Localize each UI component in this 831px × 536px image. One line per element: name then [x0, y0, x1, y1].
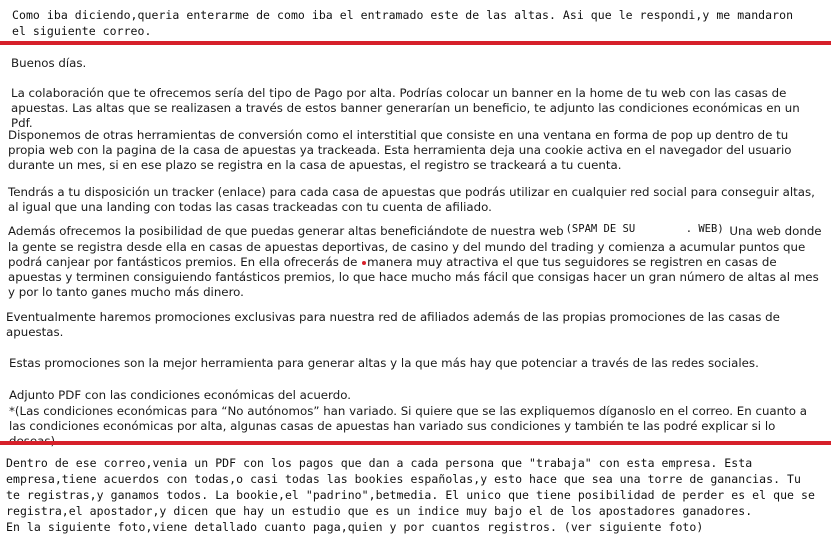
top-red-divider — [0, 41, 831, 45]
email-paragraph-tools: Disponemos de otras herramientas de conversión como el interstitial que consiste en una ventana en forma de pop up dentro de tu propia web con la pagina de la casa de apuestas ya trackeada. Esta herramienta deja una cookie activa en el navegador del usuario durante un mes, si en ese plazo se registra en la casa de apuestas, el registro se trackeará a tu cuenta. — [8, 128, 792, 172]
web-text-part3: manera muy atractiva el que tus seguidores se registren en casas de apuestas y terminen consiguiendo fantásticos premios, lo que hace mucho más fácil que consigas hacer un gran número de altas al mes y por lo tanto ganes mucho más dinero. — [8, 255, 819, 299]
email-paragraph-web — [8, 224, 823, 300]
web-text-part2: Una web donde la gente se registra desde ella en casas de apuestas deportivas, de casino y del mundo del trading y comienza a acumular puntos que podrá canjear por fantásticos premios. En ella ofrecerás de — [8, 224, 822, 269]
closing-text: Dentro de ese correo,venia un PDF con los pagos que dan a cada persona que "trabaja" con esta empresa. Esta empresa,tiene acuerdos con todas,o casi todas las bookies españolas,y esto hace que sea una torre de ganancias. Tu te registras,y ganamos todos. La bookie,el "padrino",betmedia. El unico que tiene posibilidad de perder es el que se registra,el apostador,y dicen que hay un estudio que es un indice muy bajo el de los apostadores ganadores. En la siguiente foto,viene detallado cuanto paga,quien y por cuantos registros. (ver siguiente foto) — [6, 456, 815, 534]
intro-text: Como iba diciendo,queria enterarme de como iba el entramado este de las altas. Asi que le respondi,y me mandaron el siguiente correo. — [12, 8, 794, 38]
email-paragraph-promotions: Eventualmente haremos promociones exclusivas para nuestra red de afiliados además de las propias promociones de las casas de apuestas. — [6, 310, 780, 339]
email-paragraph-tracker: Tendrás a tu disposición un tracker (enlace) para cada casa de apuestas que podrás utilizar en cualquier red social para conseguir altas, al igual que una landing con todas las casas trackeadas con tu cuenta de afiliado. — [8, 185, 815, 214]
email-greeting: Buenos días. — [11, 56, 87, 70]
email-paragraph-best-tool: Estas promociones son la mejor herramienta para generar altas y la que más hay que potenciar a través de las redes sociales. — [9, 356, 759, 370]
email-footnote: *(Las condiciones económicas para “No autónomos” han variado. Si quiere que se las expliquemos díganoslo en el correo. En cuanto a las condiciones económicas por alta, algunas casas de apuestas han variado sus condiciones y también te las podré explicar si lo — [9, 404, 807, 433]
web-text-part1: Además ofrecemos la posibilidad de que puedas generar altas beneficiándote de nuestra web — [8, 224, 564, 238]
email-paragraph-collaboration: La colaboración que te ofrecemos sería del tipo de Pago por alta. Podrías colocar un banner en la home de tu web con las casas de apuestas. Las altas que se realizasen a través de estos banner generarían un beneficio, te adjunto las condiciones económicas en un Pdf. — [11, 86, 800, 130]
bottom-red-divider — [0, 441, 831, 445]
red-dot-mark — [362, 261, 366, 265]
email-attachment-line: Adjunto PDF con las condiciones económicas del acuerdo. — [9, 388, 351, 402]
spam-annotation: (SPAM DE SU . WEB) — [565, 223, 724, 235]
